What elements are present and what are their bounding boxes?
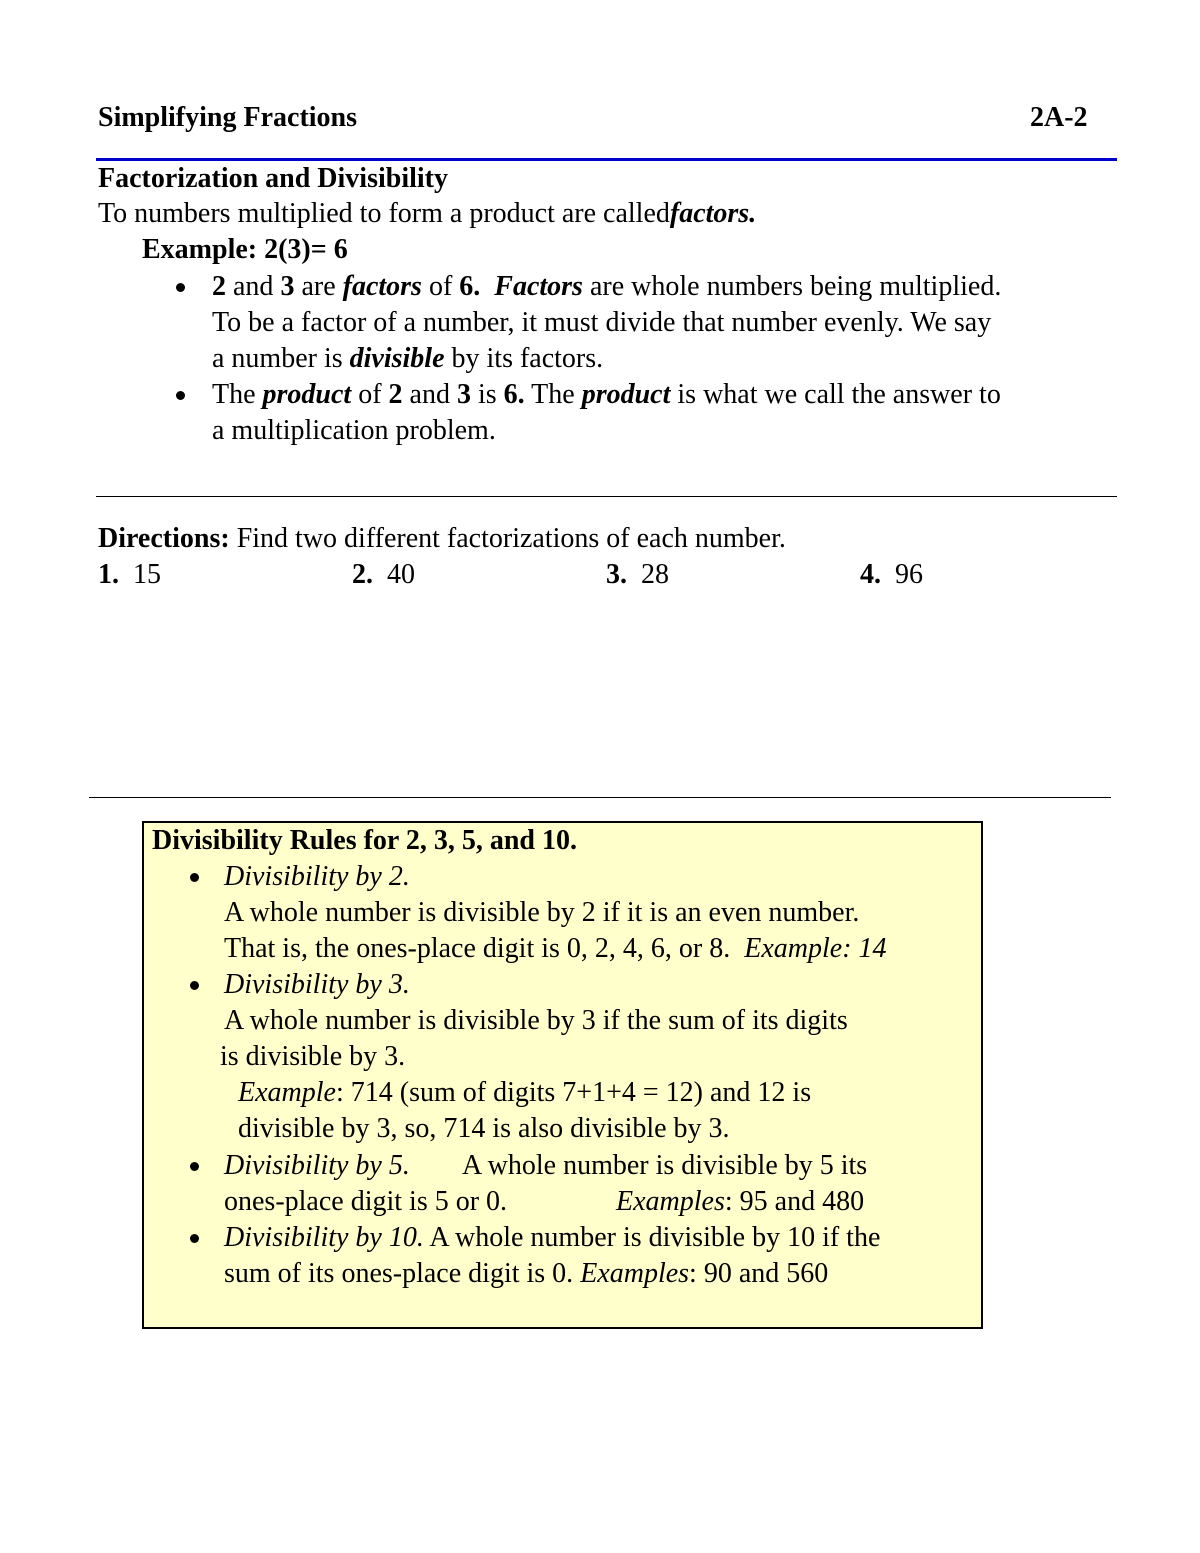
rule-10-line2: sum of its ones-place digit is 0. Examples: 90 and 560 [224, 1258, 829, 1289]
section-heading: Factorization and Divisibility [98, 163, 448, 194]
page-title: Simplifying Fractions [98, 102, 358, 133]
intro-paragraph: To numbers multiplied to form a product are calledfactors. [98, 198, 757, 229]
factors-bullet-line2: To be a factor of a number, it must divide that number evenly. We say [212, 307, 992, 338]
rule-5-text: A whole number is divisible by 5 its [462, 1150, 868, 1181]
problem-4: 4. 96 [860, 559, 923, 590]
page-code: 2A-2 [1030, 102, 1088, 133]
rule-3-line2: is divisible by 3. [220, 1041, 406, 1072]
rule-3-line4: divisible by 3, so, 714 is also divisible by 3. [238, 1113, 730, 1144]
directions: Directions: Find two different factorizations of each number. [98, 523, 786, 554]
product-bullet-line2: a multiplication problem. [212, 415, 496, 446]
example-line: Example: 2(3)= 6 [142, 234, 348, 265]
rule-3-line1: A whole number is divisible by 3 if the sum of its digits [224, 1005, 848, 1036]
rule-2-line2: That is, the ones-place digit is 0, 2, 4, 6, or 8. Example: 14 [224, 933, 887, 964]
rule-10-line1: Divisibility by 10. A whole number is divisible by 10 if the [224, 1222, 881, 1253]
factors-bullet-line3: a number is divisible by its factors. [212, 343, 604, 374]
bullet-icon [190, 981, 199, 990]
bullet-icon [176, 283, 185, 292]
rule-2-line1: A whole number is divisible by 2 if it is an even number. [224, 897, 860, 928]
rule-5-line1: Divisibility by 5. [224, 1150, 410, 1181]
section-divider [89, 797, 1111, 798]
problem-2: 2. 40 [352, 559, 415, 590]
rule-5-example: Examples: 95 and 480 [616, 1186, 865, 1217]
bullet-icon [190, 1234, 199, 1243]
bullet-icon [190, 873, 199, 882]
bullet-icon [176, 391, 185, 400]
product-bullet-line1: The product of 2 and 3 is 6. The product is what we call the answer to [212, 379, 1001, 410]
rule-2-heading: Divisibility by 2. [224, 861, 410, 892]
rule-5-line2: ones-place digit is 5 or 0. [224, 1186, 508, 1217]
rule-3-example: Example: 714 (sum of digits 7+1+4 = 12) and 12 is [238, 1077, 812, 1108]
problem-3: 3. 28 [606, 559, 669, 590]
rule-3-heading: Divisibility by 3. [224, 969, 410, 1000]
bullet-icon [190, 1162, 199, 1171]
factors-bullet-line1: 2 and 3 are factors of 6. Factors are whole numbers being multiplied. [212, 271, 1002, 302]
section-divider [96, 496, 1117, 497]
problem-1: 1. 15 [98, 559, 161, 590]
rules-title: Divisibility Rules for 2, 3, 5, and 10. [152, 825, 577, 856]
